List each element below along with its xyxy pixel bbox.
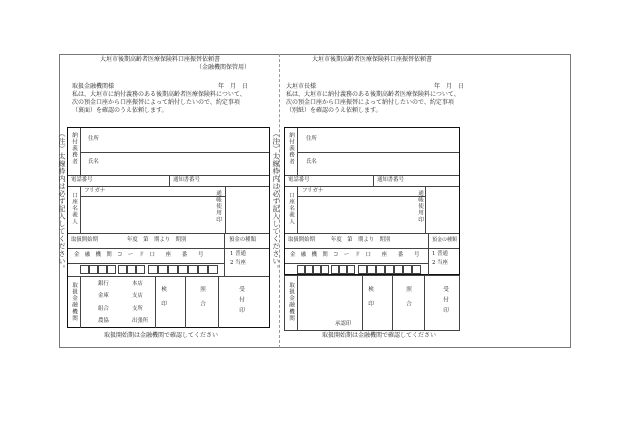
right-uketsuke-label: 受付印 <box>442 286 448 318</box>
left-body-line-2: 次の預金口座から口座振替によって納付したいので、約定事項 <box>72 99 240 106</box>
right-address-field[interactable] <box>320 131 454 150</box>
left-name-label: 氏名 <box>88 159 99 165</box>
right-shogo-label: 照合 <box>405 286 411 316</box>
right-body-line-2: 次の預金口座から口座振替によって納付したいので、約定事項 <box>286 99 454 106</box>
left-subtitle: （金融機関保管用） <box>196 64 251 71</box>
right-seal-field[interactable] <box>428 190 456 230</box>
left-deposit-type-label: 預金の種類 <box>229 237 256 243</box>
left-note: （注）太線枠内は必ず記入してください。 <box>58 130 66 273</box>
left-bank-type-1: 銀行 <box>98 281 109 287</box>
right-notice-label: 通知書番号 <box>377 177 404 183</box>
left-type-2: 2 当座 <box>230 260 246 266</box>
left-start-label: 取扱開始期 <box>71 237 98 243</box>
right-start-label: 取扱開始期 <box>288 237 315 243</box>
left-code-row-label: 金 融 機 関 コ ー ド 口 座 番 号 <box>74 252 204 258</box>
right-deposit-type-label: 預金の種類 <box>432 237 458 243</box>
right-date: 年 月 日 <box>434 83 465 90</box>
left-date: 年 月 日 <box>218 83 249 90</box>
left-name-field[interactable] <box>104 155 264 173</box>
left-fi-label: 取扱金融機関 <box>71 282 77 322</box>
left-phone-label: 電話番号 <box>71 177 93 183</box>
right-fi-label: 取扱金融機関 <box>288 282 294 322</box>
left-branch-type-1: 本店 <box>132 281 143 287</box>
right-seal-label: 通帳使用印 <box>417 190 423 223</box>
right-addressee: 大垣市長様 <box>286 83 317 90</box>
left-body-line-1: 私は、大垣市に納付義務のある後期高齢者医療保険料について、 <box>72 91 246 98</box>
right-note: （注）太線枠内は必ず記入してください。 <box>272 130 280 273</box>
right-phone-label: 電話番号 <box>288 177 310 183</box>
left-address-field[interactable] <box>104 131 264 150</box>
right-address-label: 住所 <box>306 136 317 142</box>
left-start-fields: 年度 第 期より 期別 <box>127 237 187 243</box>
left-address-label: 住所 <box>88 136 99 142</box>
right-name-field[interactable] <box>320 155 454 173</box>
left-body-line-3: （裏面）を確認のうえ依頼します。 <box>72 107 168 114</box>
left-type-1: 1 普通 <box>230 251 246 257</box>
right-furigana-label: フリガナ <box>302 188 324 194</box>
right-code-row-label: 金 融 機 関 コ ー ド 口 座 番 号 <box>290 252 420 258</box>
left-addressee: 取扱金融機関様 <box>72 83 115 90</box>
right-title: 大垣市後期高齢者医療保険料口座振替依頼書 <box>312 56 433 63</box>
left-branch-type-3: 支所 <box>132 306 143 312</box>
right-type-2: 2 当座 <box>432 260 448 266</box>
left-notice-label: 通知書番号 <box>173 177 200 183</box>
right-type-1: 1 普通 <box>432 251 448 257</box>
left-holder-label: 口座名義人 <box>71 192 77 225</box>
right-footer: 取扱開始期は金融機関で確認してください <box>322 332 437 339</box>
right-name-label: 氏名 <box>306 159 317 165</box>
left-bank-type-2: 金庫 <box>98 293 109 299</box>
left-bank-type-3: 組合 <box>98 306 109 312</box>
right-body-line-3: （別紙）を確認のうえ依頼します。 <box>286 107 382 114</box>
left-bank-type-4: 農協 <box>98 318 109 324</box>
right-holder-label: 口座名義人 <box>288 192 294 225</box>
left-seal-label: 通帳使用印 <box>215 190 221 223</box>
right-payer-label: 納付義務者 <box>288 132 294 165</box>
left-seal-field[interactable] <box>228 190 266 230</box>
right-approval-label: 承認印 <box>335 321 352 327</box>
left-title: 大垣市後期高齢者医療保険料口座振替依頼書 <box>100 56 221 63</box>
left-branch-type-2: 支店 <box>132 293 143 299</box>
right-body-line-1: 私は、大垣市に納付義務のある後期高齢者医療保険料について、 <box>286 91 460 98</box>
left-uketsuke-label: 受付印 <box>238 286 244 318</box>
right-start-fields: 年度 第 期より 期別 <box>331 237 391 243</box>
left-footer: 取扱開始期は金融機関で確認してください <box>104 332 219 339</box>
left-branch-type-4: 出張所 <box>132 318 149 324</box>
left-furigana-label: フリガナ <box>84 188 106 194</box>
left-kenin-label: 検印 <box>160 286 166 316</box>
left-payer-label: 納付義務者 <box>71 132 77 165</box>
right-kenin-label: 検印 <box>367 286 373 316</box>
left-shogo-label: 照合 <box>199 286 205 316</box>
